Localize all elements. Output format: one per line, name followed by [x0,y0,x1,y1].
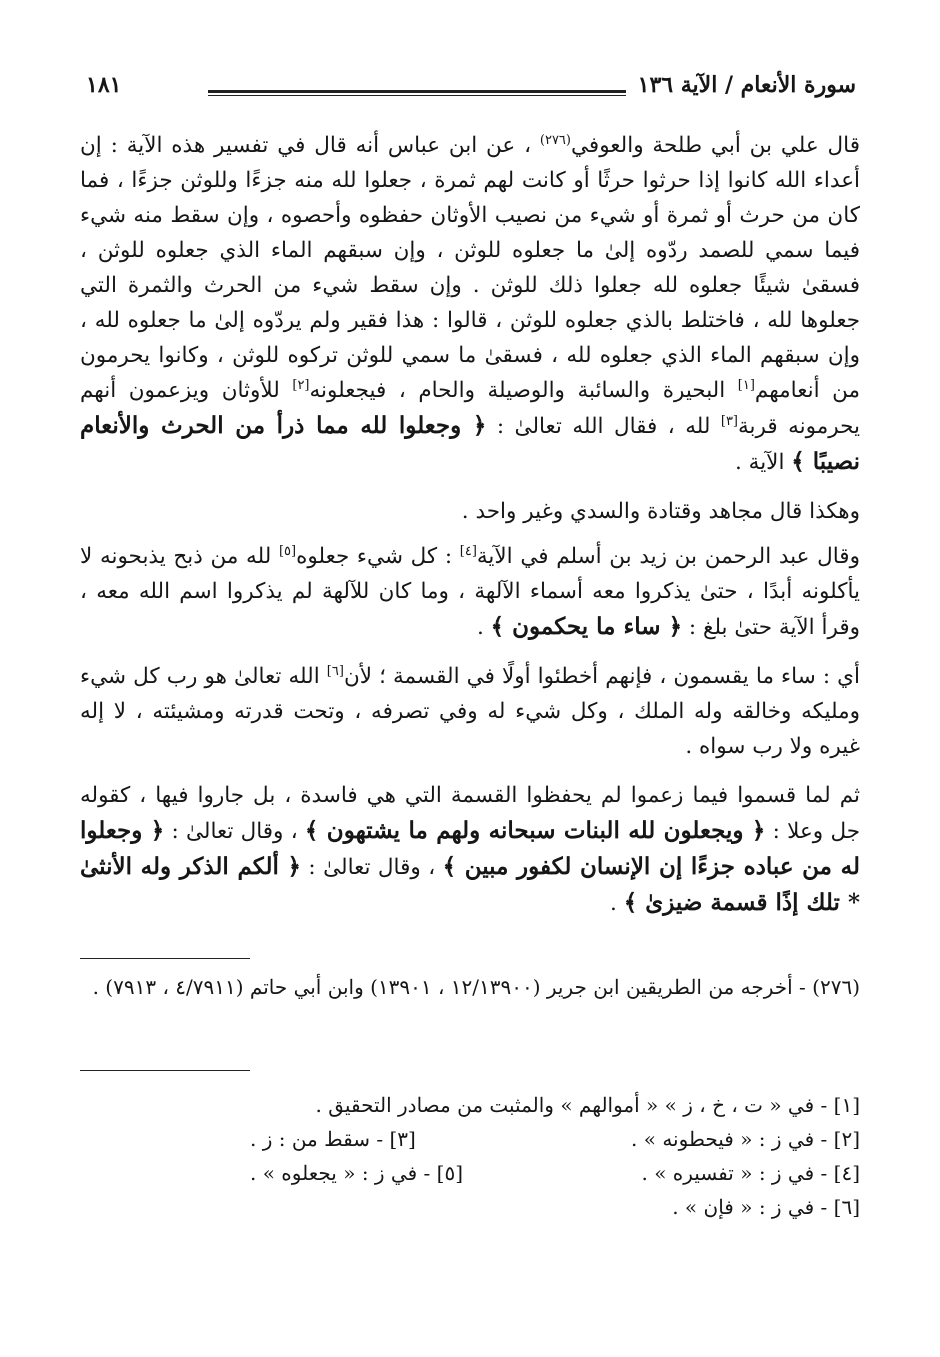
text-segment: . [610,891,617,916]
text-segment: وقال عبد الرحمن بن زيد بن أسلم في الآية [476,544,860,569]
note-ref: [٦] [326,663,344,679]
text-segment: ، عن ابن عباس أنه قال في تفسير هذه الآية : إن أعداء الله كانوا إذا حرثوا حرثًا أو كانت لهم ثمرة ، جعلوا لله منه جزءًا وللوثن جزءًا ، فما كان من حرث أو ثمرة أو شيء من نصيب الأوثان حفظوه وأحصوه ، وإن سقط منه شيء فيما سمي للصمد ردّوه إلىٰ ما جعلوه للوثن ، وإن سبقهم الماء الذي جعلوه للوثن ، فسقىٰ شيئًا جعلوه لله جعلوا ذلك للوثن . وإن سقط شيء من الحرث والثمرة التي جعلوها لله ، فاختلط بالذي جعلوه للوثن ، قالوا : هذا فقير ولم يردّوه إلىٰ ما جعلوه لله ، وإن سبقهم الماء الذي جعلوه لله ، فسقىٰ ما سمي للوثن تركوه للوثن ، وكانوا يحرمون من أنعامهم [80,133,860,403]
note-ref: [٤] [459,543,477,559]
text-segment: : كل شيء جعلوه [296,544,453,569]
editorial-notes [80,1088,860,1224]
paragraph-4 [80,659,860,764]
source-footnote: (٢٧٦) - أخرجه من الطريقين ابن جرير (١٢/١٣٩٠٠ ، ١٣٩٠١) وابن أبي حاتم (٤/٧٩١١ ، ٧٩١٣) . [92,975,860,999]
paragraph-5 [80,778,860,921]
notes-separator [80,1070,250,1071]
text-segment: قال علي بن أبي طلحة والعوفي [571,133,860,158]
note-4: [٤] - في ز : « تفسيره » . [641,1161,860,1185]
text-segment: أي : ساء ما يقسمون ، فإنهم أخطئوا أولًا في القسمة ؛ لأن [343,664,860,689]
footnote-ref: (٢٧٦) [539,132,571,148]
text-segment: الله تعالىٰ هو رب كل شيء ومليكه وخالقه وله الملك ، وكل شيء له وفي تصرفه ، وتحت قدرته ومشيئته ، لا إله غيره ولا رب سواه . [80,664,860,759]
text-segment: لله ، فقال الله تعالىٰ : [496,414,711,439]
quran-verse: ﴿ ألكم الذكر وله الأنثىٰ * تلك إذًا قسمة ضيزىٰ ﴾ [80,853,860,916]
running-title: سورة الأنعام / الآية ١٣٦ [637,72,856,98]
paragraph-3 [80,539,860,645]
note-ref: [١] [737,377,755,393]
note-6: [٦] - في ز : « فإن » . [672,1195,860,1219]
quran-verse: ﴿ وجعلوا لله مما ذرأ من الحرث والأنعام نصيبًا ﴾ [80,412,860,475]
text-segment: البحيرة والسائبة والوصيلة والحام ، فيجعلونه [309,378,726,403]
paragraph-2: وهكذا قال مجاهد وقتادة والسدي وغير واحد . [461,499,860,524]
note-3: [٣] - سقط من : ز . [250,1127,416,1151]
quran-verse: ﴿ وجعلوا له من عباده جزءًا إن الإنسان لكفور مبين ﴾ [80,817,860,880]
text-segment: ، وقال تعالىٰ : [171,819,298,844]
quran-verse: ﴿ ويجعلون لله البنات سبحانه ولهم ما يشتهون ﴾ [304,817,766,844]
note-ref: [٥] [278,543,297,559]
text-segment: للأوثان ويزعمون أنهم يحرمونه قربة [80,378,860,439]
note-5: [٥] - في ز : « يجعلوه » . [250,1161,463,1185]
page-header [80,70,860,104]
text-segment: . [476,615,484,640]
header-rule [208,90,626,93]
quran-verse: ﴿ ساء ما يحكمون ﴾ [490,613,683,640]
note-ref: [٢] [292,377,310,393]
footnote-separator [80,958,250,959]
page-number: ١٨١ [86,72,122,98]
note-1: [١] - في « ت ، خ ، ز » « أموالهم » والمثبت من مصادر التحقيق . [315,1093,860,1117]
text-segment: الآية . [735,450,785,475]
text-segment: ، وقال تعالىٰ : [308,855,436,880]
note-ref: [٣] [720,413,738,429]
text-segment: لله من ذبح يذبحونه لا يأكلونه أبدًا ، حتىٰ يذكروا معه أسماء الآلهة ، وما كان للآلهة لم يذكروا اسم الله معه ، وقرأ الآية حتىٰ بلغ : [80,544,860,640]
note-2: [٢] - في ز : « فيحطونه » . [631,1127,860,1151]
main-text [80,128,860,921]
text-segment: ثم لما قسموا فيما زعموا لم يحفظوا القسمة التي هي فاسدة ، بل جاروا فيها ، كقوله جل وعلا : [80,783,861,844]
paragraph-1 [80,128,860,480]
